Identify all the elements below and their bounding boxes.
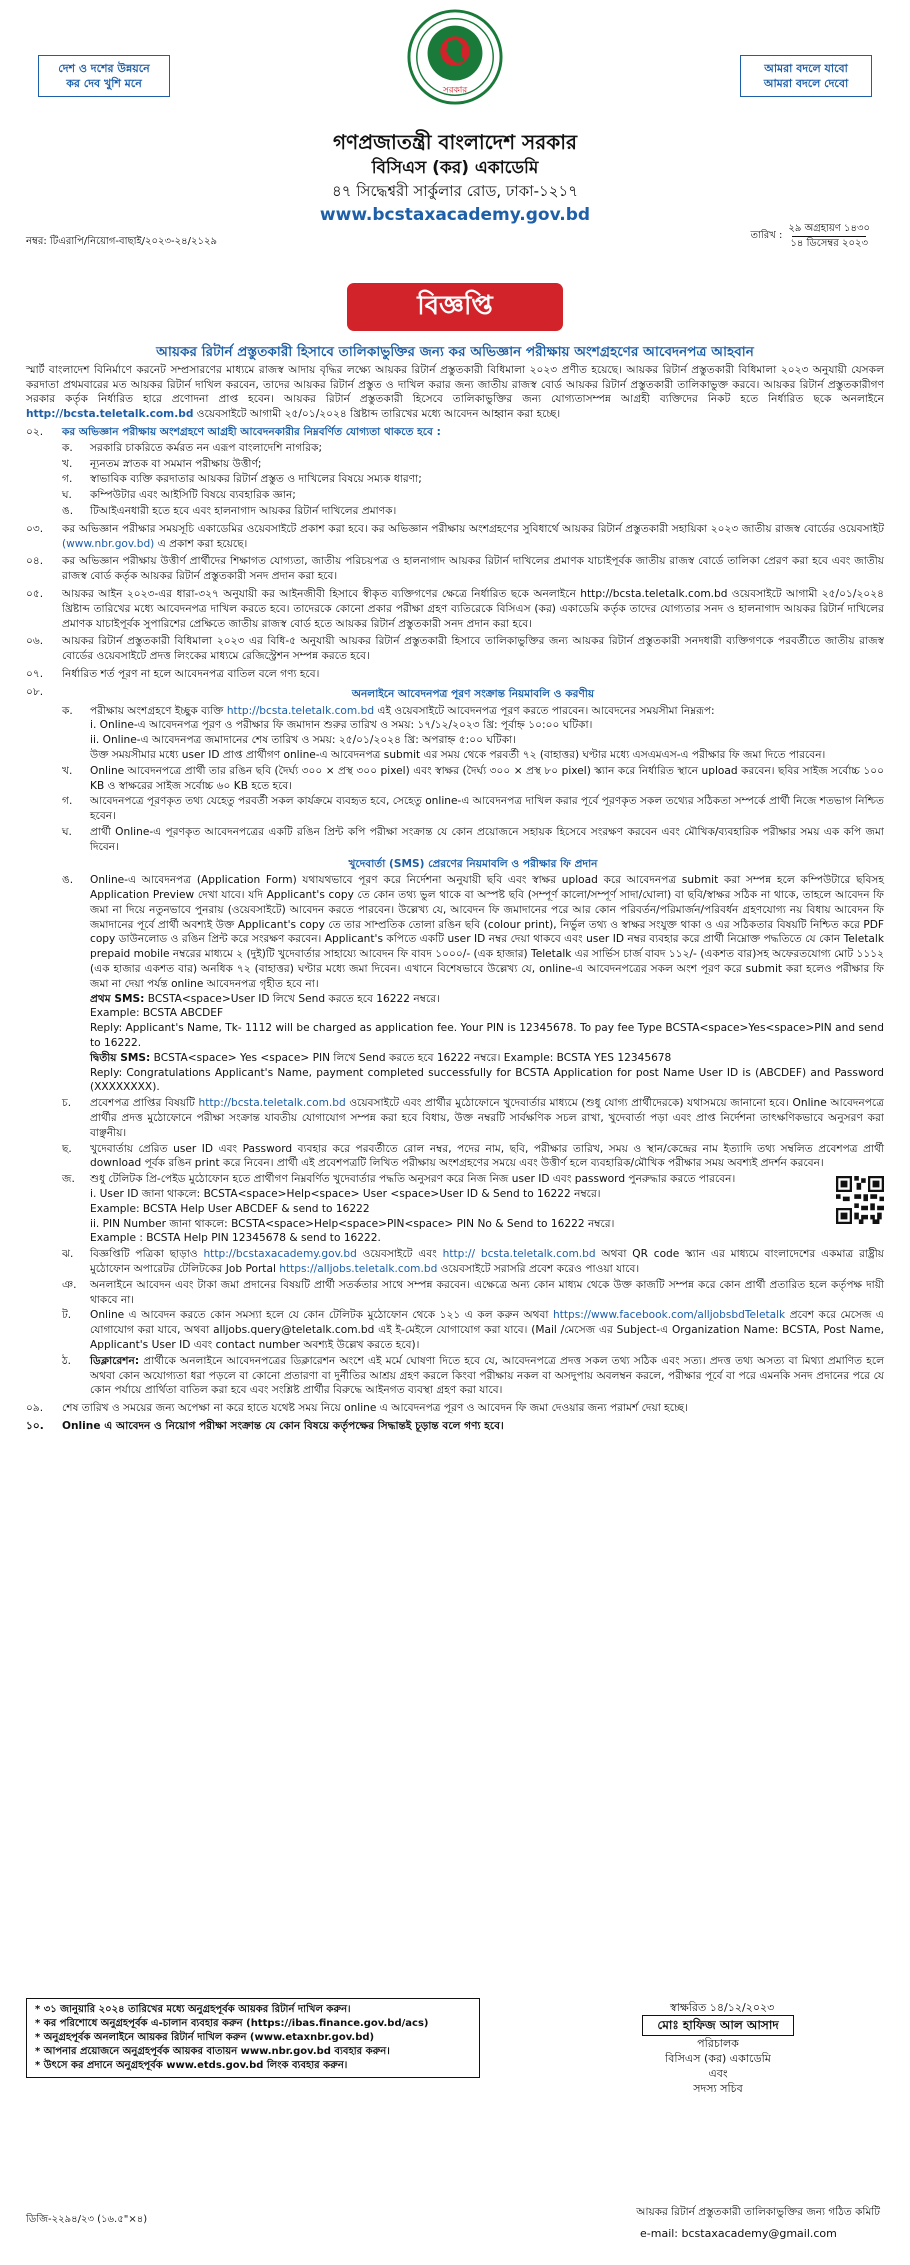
teletalk-link-3[interactable]: http:// bcsta.teletalk.com.bd bbox=[442, 1248, 596, 1261]
section-2: ০২. কর অভিজ্ঞান পরীক্ষায় অংশগ্রহণে আগ্রহী আবেদনকারীর নিম্নবর্ণিত যোগ্যতা থাকতে হবে : ক. সরকারি চাকরিতে কর্মরত নন এরূপ বাংলাদেশি নাগরিক; খ. ন্যূনতম স্নাতক বা সমমান পরীক্ষায় উত্তীর্ণ; গ. স্বাভাবিক ব্যক্তি করদাতার আয়কর রিটার্ন প্রস্তুত ও দাখিলের বিষয়ে সম্যক ধারণা; ঘ. কম্পিউটার এবং আইসিটি বিষয়ে ব্যবহারিক জ্ঞান; ঙ. টিআইএনধারী হতে হবে এবং হালনাগাদ আয়কর রিটার্ন দাখিলের প্রমাণক। bbox=[26, 425, 441, 517]
item-gha: ঘ. প্রার্থী Online-এ পূরণকৃত আবেদনপত্রের একটি রঙিন প্রিন্ট কপি পরীক্ষা সংক্রান্ত যে কোন প্রয়োজনে সহায়ক হিসেবে সংরক্ষণ করবেন এবং মৌখিক/ব্যবহারিক পরীক্ষার সময় এক কপি জমা দিবেন। bbox=[62, 825, 884, 853]
item-ka: ক. পরীক্ষায় অংশগ্রহণে ইচ্ছুক ব্যক্তি http://bcsta.teletalk.com.bd এই ওয়েবসাইটে আবেদনপত্র পূরণ করতে পারবেন। আবেদনের সময়সীমা নিম্নরূপ: i. Online-এ আবেদনপত্র পূরণ ও পরীক্ষার ফি জমাদান শুরুর তারিখ ও সময়: ১৭/১২/২০২৩ খ্রি: পূর্বাহ্ন ১০:০০ ঘটিকা। ii. Online-এ আবেদনপত্র জমাদানের শেষ তারিখ ও সময়: ২৫/০১/২০২৪ খ্রি: অপরাহ্ন ৫:০০ ঘটিকা। উক্ত সময়সীমার মধ্যে user ID প্রাপ্ত প্রার্থীগণ online-এ আবেদনপত্র submit এর সময় থেকে পরবর্তী ৭২ (বাহাত্তর) ঘণ্টার মধ্যে এসএমএস-এ পরীক্ষার ফি জমা দিতে পারবেন। bbox=[62, 704, 826, 761]
nbr-link[interactable]: (www.nbr.gov.bd) bbox=[62, 537, 155, 550]
signature-block bbox=[578, 2000, 858, 2096]
slogan-left: দেশ ও দশের উন্নয়নে কর দেব খুশি মনে bbox=[38, 55, 170, 97]
academy-address: ৪৭ সিদ্ধেশ্বরী সার্কুলার রোড, ঢাকা-১২১৭ bbox=[332, 182, 578, 200]
section-8: ০৮. অনলাইনে আবেদনপত্র পূরণ সংক্রান্ত নিয়মাবলি ও করণীয় ক. পরীক্ষায় অংশগ্রহণে ইচ্ছুক ব্যক্তি http://bcsta.teletalk.com.bd এই ওয়েবসাইটে আবেদনপত্র পূরণ করতে পারবেন। আবেদনের সময়সীমা নিম্নরূপ: i. Online-এ আবেদনপত্র পূরণ ও পরীক্ষার ফি জমাদান শুরুর তারিখ ও সময়: ১৭/১২/২০২৩ খ্রি: পূর্বাহ্ন ১০:০০ ঘটিকা। ii. Online-এ আবেদনপত্র জমাদানের শেষ তারিখ ও সময়: ২৫/০১/২০২৪ খ্রি: অপরাহ্ন ৫:০০ ঘটিকা। উক্ত সময়সীমার মধ্যে user ID প্রাপ্ত প্রার্থীগণ online-এ আবেদনপত্র submit এর সময় থেকে পরবর্তী ৭২ (বাহাত্তর) ঘণ্টার মধ্যে এসএমএস-এ পরীক্ষার ফি জমা দিতে পারবেন। খ. Online আবেদনপত্রে প্রার্থী তার রঙিন ছবি (দৈর্ঘ্য ৩০০ × প্রস্থ ৩০০ pixel) এবং স্বাক্ষর (দৈর্ঘ্য ৩০০ × প্রস্থ ৮০ pixel) স্ক্যান করে নির্ধারিত স্থানে upload করবেন। ছবির সাইজ সর্বোচ্চ ১০০ KB ও স্বাক্ষরের সাইজ সর্বোচ্চ ৬০ KB হতে হবে। গ. আবেদনপত্রে পূরণকৃত তথ্য যেহেতু পরবর্তী সকল কার্যক্রমে ব্যবহৃত হবে, সেহেতু online-এ আবেদনপত্র দাখিল করার পূর্বে পূরণকৃত সকল তথ্যের সঠিকতা সম্পর্কে প্রার্থী নিজে শতভাগ নিশ্চিত হবেন। ঘ. প্রার্থী Online-এ পূরণকৃত আবেদনপত্রের একটি রঙিন প্রিন্ট কপি পরীক্ষা সংক্রান্ত যে কোন প্রয়োজনে সহায়ক হিসেবে সংরক্ষণ করবেন এবং মৌখিক/ব্যবহারিক পরীক্ষার সময় এক কপি জমা দিবেন। খুদেবার্তা (SMS) প্রেরণের নিয়মাবলি ও পরীক্ষার ফি প্রদান ঙ. Online-এ আবেদনপত্র (Application Form) যথাযথভাবে পূরণ করে নির্দেশনা অনুযায়ী ছবি এবং স্বাক্ষর upload করে আবেদনপত্র submit করা সম্পন্ন হলে কম্পিউটারে ছবিসহ Application Preview দেখা যাবে। যদি Applicant's copy তে কোন তথ্য ভুল থাকে বা অস্পষ্ট ছবি (সম্পূর্ণ কালো/সম্পূর্ণ সাদা/ঘোলা) বা ছবি/স্বাক্ষর সঠিক না থাকে, তাহলে আবেদন ফি জমা না দিয়ে নতুনভাবে পুনরায় (ওয়েবসাইটে) আবেদন করতে পারবেন। উল্লেখ্য যে, আবেদন ফি জমাদানের পরে আর কোন পরিবর্তন/পরিমার্জন/পরিবর্ধন গ্রহণযোগ্য নয় বিধায় আবেদন ফি জমাদানের পূর্বে প্রার্থী অবশ্যই উক্ত Applicant's copy তে তার সাম্প্রতিক তোলা রঙিন ছবি (colour print), নির্ভুল তথ্য ও স্বাক্ষর সংযুক্ত থাকা ও এর সঠিকতার বিষয়টি নিশ্চিত করে PDF copy ডাউনলোড ও রঙিন প্রিন্ট করে সংরক্ষণ করবেন। Applicant's কপিতে একটি user ID নম্বর দেয়া থাকবে এবং user ID নম্বর ব্যবহার করে প্রার্থী নিম্নোক্ত পদ্ধতিতে যে কোন Teletalk prepaid mobile নম্বরের মাধ্যমে ২ (দুই)টি খুদেবার্তার সাহায্যে আবেদন ফি বাবদ ১০০০/- (এক হাজার) Teletalk এর সার্ভিস চার্জ বাবদ ১১২/- (একশত বার)সহ অফেরতযোগ্য মোট ১১১২ (এক হাজার একশত বার) অনধিক ৭২ (বাহাত্তর) ঘণ্টার মধ্যে জমা দিবেন। এখানে বিশেষভাবে উল্লেখ্য যে, online-এ আবেদনপত্রের সকল অংশ পূরণ করে submit করা হলেও পরীক্ষার ফি জমা না দেয়া পর্যন্ত online আবেদনপত্র গৃহীত হবে না। প্রথম SMS: BCSTA<space>User ID লিখে Send করতে হবে 16222 নম্বরে। Example: BCSTA ABCDEF Reply: Applicant's Name, Tk- 1112 will be charged as application fee. Your PIN is 12345678. To pay fee Type BCSTA<space>Yes<space>PIN and send to 16222. দ্বিতীয় SMS: BCSTA<space> Yes <space> PIN লিখে Send করতে হবে 16222 নম্বরে। Example: BCSTA YES 12345678 Reply: Congratulations Applicant's Name, payment completed successfully for BCSTA Application for post Name User ID is (ABCDEF) and Password (XXXXXXXX). চ. প্রবেশপত্র প্রাপ্তির বিষয়টি http://bcsta.teletalk.com.bd ওয়েবসাইটে এবং প্রার্থীর মুঠোফোনে খুদেবার্তার মাধ্যমে (শুধু যোগ্য প্রার্থীদেরকে) যথাসময়ে জানানো হবে। Online আবেদনপত্রে প্রার্থীর প্রদত্ত মুঠোফোনে পরীক্ষা সংক্রান্ত যাবতীয় যোগাযোগ সম্পন্ন করা হবে বিধায়, উক্ত নম্বরটি সার্বক্ষণিক সচল রাখা, খুদেবার্তা পড়া এবং প্রাপ্ত নির্দেশনা তাৎক্ষণিকভাবে অনুসরণ করা বাঞ্ছনীয়। ছ. খুদেবার্তায় প্রেরিত user ID এবং Password ব্যবহার করে পরবর্তীতে রোল নম্বর, পদের নাম, ছবি, পরীক্ষার তারিখ, সময় ও স্থান/কেন্দ্রের নাম ইত্যাদি তথ্য সম্বলিত প্রবেশপত্র প্রার্থী download পূর্বক রঙিন print করে নিবেন। প্রার্থী এই প্রবেশপত্রটি লিখিত পরীক্ষায় অংশগ্রহণের সময়ে এবং উত্তীর্ণ হলে ব্যবহারিক/মৌখিক পরীক্ষার সময় অবশ্যই প্রদর্শন করবেন। জ. শুধু টেলিটক প্রি-পেইড মুঠোফোন হতে প্রার্থীগণ নিম্নবর্ণিত খুদেবার্তার পদ্ধতি অনুসরণ করে নিজ নিজ user ID এবং password পুনরুদ্ধার করতে পারবেন। i. User ID জানা থাকলে: BCSTA<space>Help<space> User <space>User ID & Send to 16222 নম্বরে। Example: BCSTA Help User ABCDEF & send to 16222 ii. PIN Number জানা থাকলে: BCSTA<space>Help<space>PIN<space> PIN No & Send to 16222 নম্বরে। Example : BCSTA Help PIN 12345678 & send to 16222. ঝ. বিজ্ঞপ্তিটি পত্রিকা ছাড়াও http://bcstaxacademy.gov.bd ওয়েবসাইটে এবং http:// bcsta.teletalk.com.bd অথবা QR code স্ক্যান এর মাধ্যমে বাংলাদেশের একমাত্র রাষ্ট্রীয় মুঠোফোন অপারেটর টেলিটকের Job Portal https://alljobs.teletalk.com.bd ওয়েবসাইটে সরাসরি প্রবেশ করেও পাওয়া যাবে। ঞ. অনলাইনে আবেদন এবং টাকা জমা প্রদানের বিষয়টি প্রার্থী সতর্কতার সাথে সম্পন্ন করবেন। এক্ষেত্রে অন্য কোন মাধ্যম থেকে উক্ত কাজটি সম্পন্ন করে কোন প্রার্থী প্রতারিত হলে কর্তৃপক্ষ দায়ী থাকবে না। ট. Online এ আবেদন করতে কোন সমস্যা হলে যে কোন টেলিটক মুঠোফোন থেকে ১২১ এ কল করুন অথবা https://www.facebook.com/alljobsbdTeletalk প্রবেশ করে মেসেজ এ যোগাযোগ করা যাবে, অথবা alljobs.query@teletalk.com.bd এই ই-মেইলে যোগাযোগ করা যাবে। (Mail /মেসেজ এর Subject-এ Organization Name: BCSTA, Post Name, Applicant's User ID এবং contact number অবশ্যই উল্লেখ করতে হবে)। ঠ. ডিক্লারেশন: প্রার্থীকে অনলাইনে আবেদনপত্রের ডিক্লারেশন অংশে এই মর্মে ঘোষণা দিতে হবে যে, আবেদনপত্রে প্রদত্ত সকল তথ্য সঠিক এবং সত্য। প্রদত্ত তথ্য অসত্য বা মিথ্যা প্রমাণিত হলে অথবা কোন অযোগ্যতা ধরা পড়লে বা কোনো প্রতারণা বা দুর্নীতির আশ্রয় গ্রহণ করলে কিংবা পরীক্ষায় নকল বা অসদুপায় অবলম্বন করলে, পরীক্ষার পূর্বে বা পরে এমনকি সনদ প্রদানের পরে যে কোন পর্যায়ে প্রার্থিতা বাতিল করা হবে এবং সংশ্লিষ্ট প্রার্থীর বিরুদ্ধে আইনগত ব্যবস্থা গ্রহণ করা যাবে। bbox=[26, 685, 885, 1397]
item-jha: ঝ. বিজ্ঞপ্তিটি পত্রিকা ছাড়াও http://bcstaxacademy.gov.bd ওয়েবসাইটে এবং http:// bcsta.teletalk.com.bd অথবা QR code স্ক্যান এর মাধ্যমে বাংলাদেশের একমাত্র রাষ্ট্রীয় মুঠোফোন অপারেটর টেলিটকের Job Portal https://alljobs.teletalk.com.bd ওয়েবসাইটে সরাসরি প্রবেশ করেও পাওয়া যাবে। bbox=[62, 1248, 885, 1276]
item-nyo: ঞ. অনলাইনে আবেদন এবং টাকা জমা প্রদানের বিষয়টি প্রার্থী সতর্কতার সাথে সম্পন্ন করবেন। এক্ষেত্রে অন্য কোন মাধ্যম থেকে উক্ত কাজটি সম্পন্ন করে কোন প্রার্থী প্রতারিত হলে কর্তৃপক্ষ দায়ী থাকবে না। bbox=[62, 1278, 884, 1306]
note-item: * আপনার প্রয়োজনে অনুগ্রহপূর্বক আয়কর বাতায়ন www.nbr.gov.bd ব্যবহার করুন। bbox=[35, 2046, 390, 2057]
item-ta: ট. Online এ আবেদন করতে কোন সমস্যা হলে যে কোন টেলিটক মুঠোফোন থেকে ১২১ এ কল করুন অথবা https://www.facebook.com/alljobsbdTeletalk প্রবেশ করে মেসেজ এ যোগাযোগ করা যাবে, অথবা alljobs.query@teletalk.com.bd এই ই-মেইলে যোগাযোগ করা যাবে। (Mail /মেসেজ এর Subject-এ Organization Name: BCSTA, Post Name, Applicant's User ID এবং contact number অবশ্যই উল্লেখ করতে হবে)। bbox=[62, 1309, 884, 1351]
section-6: ০৬. আয়কর রিটার্ন প্রস্তুতকারী বিধিমালা ২০২৩ এর বিধি-৫ অনুযায়ী আয়কর রিটার্ন প্রস্তুতকারী হিসাবে তালিকাভুক্তির জন্য আয়কর রিটার্ন প্রস্তুতকারী সনদধারী ব্যক্তিগণকে পরবর্তীতে জাতীয় রাজস্ব বোর্ডের ওয়েবসাইটে প্রদত্ত লিংকের মাধ্যমে রেজিস্ট্রেশন সম্পন্ন করতে হবে। bbox=[26, 635, 884, 663]
academy-website-link[interactable]: www.bcstaxacademy.gov.bd bbox=[319, 205, 591, 225]
signatory-org: বিসিএস (কর) একাডেমি bbox=[665, 2052, 771, 2065]
contact-email[interactable]: e-mail: bcstaxacademy@gmail.com bbox=[640, 2227, 837, 2240]
section-7: ০৭. নির্ধারিত শর্ত পূরণ না হলে আবেদনপত্র বাতিল বলে গণ্য হবে। bbox=[26, 667, 320, 680]
government-seal-icon bbox=[406, 8, 504, 106]
item-chha: ছ. খুদেবার্তায় প্রেরিত user ID এবং Password ব্যবহার করে পরবর্তীতে রোল নম্বর, পদের নাম, ছবি, পরীক্ষার তারিখ, সময় ও স্থান/কেন্দ্রের নাম ইত্যাদি তথ্য সম্বলিত প্রবেশপত্র প্রার্থী download পূর্বক রঙিন print করে নিবেন। প্রার্থী এই প্রবেশপত্রটি লিখিত পরীক্ষায় অংশগ্রহণের সময়ে এবং উত্তীর্ণ হলে ব্যবহারিক/মৌখিক পরীক্ষার সময় অবশ্যই প্রদর্শন করবেন। bbox=[62, 1142, 884, 1170]
academy-name: বিসিএস (কর) একাডেমি bbox=[371, 158, 539, 178]
note-item: * কর পরিশোধে অনুগ্রহপূর্বক এ-চালান ব্যবহার করুন (https://ibas.finance.gov.bd/acs) bbox=[35, 2018, 429, 2029]
online-application-heading: অনলাইনে আবেদনপত্র পূরণ সংক্রান্ত নিয়মাবলি ও করণীয় bbox=[351, 687, 595, 700]
note-item: * উৎসে কর প্রদানে অনুগ্রহপূর্বক www.etds.gov.bd লিংক ব্যবহার করুন। bbox=[35, 2060, 348, 2071]
notice-body bbox=[26, 345, 884, 1434]
note-item: * অনুগ্রহপূর্বক অনলাইনে আয়কর রিটার্ন দাখিল করুন (www.etaxnbr.gov.bd) bbox=[35, 2032, 375, 2043]
memo-number: নম্বর: টিএরাপি/নিয়োগ-বাছাই/২০২৩-২৪/২১২৯ bbox=[26, 236, 217, 247]
item-cha: চ. প্রবেশপত্র প্রাপ্তির বিষয়টি http://bcsta.teletalk.com.bd ওয়েবসাইটে এবং প্রার্থীর মুঠোফোনে খুদেবার্তার মাধ্যমে (শুধু যোগ্য প্রার্থীদেরকে) যথাসময়ে জানানো হবে। Online আবেদনপত্রে প্রার্থীর প্রদত্ত মুঠোফোনে পরীক্ষা সংক্রান্ত যাবতীয় যোগাযোগ সম্পন্ন করা হবে বিধায়, উক্ত নম্বরটি সার্বক্ষণিক সচল রাখা, খুদেবার্তা পড়া এবং প্রাপ্ত নির্দেশনা তাৎক্ষণিকভাবে অনুসরণ করা বাঞ্ছনীয়। bbox=[62, 1097, 884, 1139]
notice-title: আয়কর রিটার্ন প্রস্তুতকারী হিসাবে তালিকাভুক্তির জন্য কর অভিজ্ঞান পরীক্ষায় অংশগ্রহণের আবেদনপত্র আহবান bbox=[156, 344, 754, 360]
sms-heading: খুদেবার্তা (SMS) প্রেরণের নিয়মাবলি ও পরীক্ষার ফি প্রদান bbox=[348, 857, 598, 870]
teletalk-link-2[interactable]: http://bcsta.teletalk.com.bd bbox=[198, 1097, 346, 1110]
intro-paragraph: স্মার্ট বাংলাদেশ বিনির্মাণে করনেট সম্প্রসারণের মাধ্যমে রাজস্ব আদায় বৃদ্ধির লক্ষ্যে আয়কর রিটার্ন প্রস্তুতকারী বিধিমালা ২০২৩ প্রণীত হয়েছে। আয়কর রিটার্ন প্রস্তুতকারী বিধিমালা ২০২৩ অনুযায়ী যেসকল করদাতা প্রথমবারের মত আয়কর রিটার্ন দাখিল করবেন, তাদের আয়কর রিটার্ন প্রস্তুত ও দাখিল করার জন্য জাতীয় রাজস্ব বোর্ড আয়কর রিটার্ন প্রস্তুতকারী তালিকাভুক্ত করবে। আয়কর রিটার্ন প্রস্তুতকারীগণ সরকার কর্তৃক নির্ধারিত হারে প্রণোদনা প্রাপ্ত হবেন। আয়কর রিটার্ন প্রস্তুতকারী হিসেবে তালিকাভুক্তির জন্য যোগ্যতাসম্পন্ন আগ্রহী ব্যক্তিদের নিকট হতে নির্ধারিত ছকে অনলাইনে http://bcsta.teletalk.com.bd ওয়েবসাইটে আগামী ২৫/০১/২০২৪ খ্রিষ্টাব্দ তারিখের মধ্যে আবেদন আহ্বান করা হচ্ছে। bbox=[26, 363, 884, 421]
date-bangla: ২৯ অগ্রহায়ণ ১৪৩০ bbox=[788, 223, 870, 234]
notice-banner: বিজ্ঞপ্তি bbox=[347, 283, 563, 331]
slogan-right: আমরা বদলে যাবো আমরা বদলে দেবো bbox=[740, 55, 872, 97]
section-10: ১০. Online এ আবেদন ও নিয়োগ পরীক্ষা সংক্রান্ত যে কোন বিষয়ে কর্তৃপক্ষের সিদ্ধান্তই চূড়ান্ত বলে গণ্য হবে। bbox=[26, 1419, 504, 1432]
teletalk-link[interactable]: http://bcsta.teletalk.com.bd bbox=[226, 704, 375, 717]
qr-code-icon[interactable] bbox=[836, 1176, 884, 1224]
section-3: ০৩. কর অভিজ্ঞান পরীক্ষার সময়সূচি একাডেমির ওয়েবসাইটে প্রকাশ করা হবে। কর অভিজ্ঞান পরীক্ষায় অংশগ্রহণের সুবিধার্থে আয়কর রিটার্ন প্রস্তুতকারী সহায়িকা ২০২৩ জাতীয় রাজস্ব বোর্ডের ওয়েবসাইট (www.nbr.gov.bd) এ প্রকাশ করা হয়েছে। bbox=[26, 522, 884, 550]
item-tha: ঠ. ডিক্লারেশন: প্রার্থীকে অনলাইনে আবেদনপত্রের ডিক্লারেশন অংশে এই মর্মে ঘোষণা দিতে হবে যে, আবেদনপত্রে প্রদত্ত সকল তথ্য সঠিক এবং সত্য। প্রদত্ত তথ্য অসত্য বা মিথ্যা প্রমাণিত হলে অথবা কোন অযোগ্যতা ধরা পড়লে বা কোনো প্রতারণা বা দুর্নীতির আশ্রয় গ্রহণ করলে কিংবা পরীক্ষায় নকল বা অসদুপায় অবলম্বন করলে, পরীক্ষার পূর্বে বা পরে এমনকি সনদ প্রদানের পরে যে কোন পর্যায়ে প্রার্থিতা বাতিল করা হবে এবং সংশ্লিষ্ট প্রার্থীর বিরুদ্ধে আইনগত ব্যবস্থা গ্রহণ করা যাবে। bbox=[62, 1354, 885, 1397]
item-kha: খ. Online আবেদনপত্রে প্রার্থী তার রঙিন ছবি (দৈর্ঘ্য ৩০০ × প্রস্থ ৩০০ pixel) এবং স্বাক্ষর (দৈর্ঘ্য ৩০০ × প্রস্থ ৮০ pixel) স্ক্যান করে নির্ধারিত স্থানে upload করবেন। ছবির সাইজ সর্বোচ্চ ১০০ KB ও স্বাক্ষরের সাইজ সর্বোচ্চ ৬০ KB হতে হবে। bbox=[62, 764, 884, 792]
signatory-designation: পরিচালক bbox=[697, 2037, 739, 2050]
seal-text: সরকার bbox=[442, 85, 468, 96]
signatory-and: এবং bbox=[708, 2067, 728, 2080]
header bbox=[0, 128, 910, 228]
facebook-link[interactable]: https://www.facebook.com/alljobsbdTeletalk bbox=[553, 1309, 786, 1322]
date-english: ১৪ ডিসেম্বর ২০২৩ bbox=[790, 238, 868, 249]
apply-link[interactable]: http://bcsta.teletalk.com.bd bbox=[26, 408, 194, 421]
signatory-name: মোঃ হাফিজ আল আসাদ bbox=[642, 2015, 793, 2036]
date-block bbox=[751, 222, 870, 251]
section-5: ০৫. আয়কর আইন ২০২৩-এর ধারা-৩২৭ অনুযায়ী কর আইনজীবী হিসাবে স্বীকৃত ব্যক্তিগণের ক্ষেত্রে নির্ধারিত ছকে অনলাইনে http://bcsta.teletalk.com.bd ওয়েবসাইটে আগামী ২৫/০১/২০২৪ খ্রিষ্টাব্দ তারিখের মধ্যে আবেদনপত্র দাখিল করতে হবে। তাদেরকে কোনো প্রকার পরীক্ষা গ্রহণ ব্যতিরেকে বিসিএস (কর) একাডেমি কর্তৃক তাদের যোগ্যতার সনদ ও হালনাগাদ আয়কর রিটার্ন দাখিলের প্রমাণক যাচাইপূর্বক সুপারিশের প্রেক্ষিতে জাতীয় রাজস্ব বোর্ড হতে আয়কর রিটার্ন প্রস্তুতকারী সনদ প্রদান করা হবে। bbox=[26, 587, 884, 630]
tax-notes-box bbox=[26, 1998, 480, 2078]
section-4: ০৪. কর অভিজ্ঞান পরীক্ষায় উত্তীর্ণ প্রার্থীদের শিক্ষাগত যোগ্যতা, জাতীয় পরিচয়পত্র ও হালনাগাদ আয়কর রিটার্ন দাখিলের প্রমাণক যাচাইপূর্বক জাতীয় রাজস্ব বোর্ডে তালিকা প্রেরণ করা হবে এবং জাতীয় রাজস্ব বোর্ড কর্তৃক আয়কর রিটার্ন প্রস্তুতকারী সনদ প্রদান করা হবে। bbox=[26, 555, 884, 583]
item-ga: গ. আবেদনপত্রে পূরণকৃত তথ্য যেহেতু পরবর্তী সকল কার্যক্রমে ব্যবহৃত হবে, সেহেতু online-এ আবেদনপত্র দাখিল করার পূর্বে পূরণকৃত সকল তথ্যের সঠিকতা সম্পর্কে প্রার্থী নিজে শতভাগ নিশ্চিত হবেন। bbox=[62, 795, 884, 823]
committee-name: আয়কর রিটার্ন প্রস্তুতকারী তালিকাভুক্তির জন্য গঠিত কমিটি bbox=[636, 2206, 880, 2218]
date-label: তারিখ : bbox=[750, 230, 783, 241]
signatory-member: সদস্য সচিব bbox=[693, 2082, 743, 2095]
section-9: ০৯. শেষ তারিখ ও সময়ের জন্য অপেক্ষা না করে হাতে যথেষ্ট সময় নিয়ে online এ আবেদনপত্র পূরণ ও আবেদন ফি জমা দেওয়ার জন্য পরামর্শ দেয়া হচ্ছে। bbox=[26, 1402, 688, 1415]
item-ja: জ. শুধু টেলিটক প্রি-পেইড মুঠোফোন হতে প্রার্থীগণ নিম্নবর্ণিত খুদেবার্তার পদ্ধতি অনুসরণ করে নিজ নিজ user ID এবং password পুনরুদ্ধার করতে পারবেন। i. User ID জানা থাকলে: BCSTA<space>Help<space> User <space>User ID & Send to 16222 নম্বরে। Example: BCSTA Help User ABCDEF & send to 16222 ii. PIN Number জানা থাকলে: BCSTA<space>Help<space>PIN<space> PIN No & Send to 16222 নম্বরে। Example : BCSTA Help PIN 12345678 & send to 16222. bbox=[62, 1172, 884, 1246]
academy-link[interactable]: http://bcstaxacademy.gov.bd bbox=[203, 1248, 357, 1261]
signed-date: স্বাক্ষরিত ১৪/১২/২০২৩ bbox=[670, 2001, 775, 2014]
government-name: গণপ্রজাতন্ত্রী বাংলাদেশ সরকার bbox=[333, 130, 577, 154]
item-nga: ঙ. Online-এ আবেদনপত্র (Application Form) যথাযথভাবে পূরণ করে নির্দেশনা অনুযায়ী ছবি এবং স্বাক্ষর upload করে আবেদনপত্র submit করা সম্পন্ন হলে কম্পিউটারে ছবিসহ Application Preview দেখা যাবে। যদি Applicant's copy তে কোন তথ্য ভুল থাকে বা অস্পষ্ট ছবি (সম্পূর্ণ কালো/সম্পূর্ণ সাদা/ঘোলা) বা ছবি/স্বাক্ষর সঠিক না থাকে, তাহলে আবেদন ফি জমা না দিয়ে নতুনভাবে পুনরায় (ওয়েবসাইটে) আবেদন করতে পারবেন। উল্লেখ্য যে, আবেদন ফি জমাদানের পরে আর কোন পরিবর্তন/পরিমার্জন/পরিবর্ধন গ্রহণযোগ্য নয় বিধায় আবেদন ফি জমাদানের পূর্বে প্রার্থী অবশ্যই উক্ত Applicant's copy তে তার সাম্প্রতিক তোলা রঙিন ছবি (colour print), নির্ভুল তথ্য ও স্বাক্ষর সংযুক্ত থাকা ও এর সঠিকতার বিষয়টি নিশ্চিত করে PDF copy ডাউনলোড ও রঙিন প্রিন্ট করে সংরক্ষণ করবেন। Applicant's কপিতে একটি user ID নম্বর দেয়া থাকবে এবং user ID নম্বর ব্যবহার করে প্রার্থী নিম্নোক্ত পদ্ধতিতে যে কোন Teletalk prepaid mobile নম্বরের মাধ্যমে ২ (দুই)টি খুদেবার্তার সাহায্যে আবেদন ফি বাবদ ১০০০/- (এক হাজার) Teletalk এর সার্ভিস চার্জ বাবদ ১১২/- (একশত বার)সহ অফেরতযোগ্য মোট ১১১২ (এক হাজার একশত বার) অনধিক ৭২ (বাহাত্তর) ঘণ্টার মধ্যে জমা দিবেন। এখানে বিশেষভাবে উল্লেখ্য যে, online-এ আবেদনপত্রের সকল অংশ পূরণ করে submit করা হলেও পরীক্ষার ফি জমা না দেয়া পর্যন্ত online আবেদনপত্র গৃহীত হবে না। প্রথম SMS: BCSTA<space>User ID লিখে Send করতে হবে 16222 নম্বরে। Example: BCSTA ABCDEF Reply: Applicant's Name, Tk- 1112 will be charged as application fee. Your PIN is 12345678. To pay fee Type BCSTA<space>Yes<space>PIN and send to 16222. দ্বিতীয় SMS: BCSTA<space> Yes <space> PIN লিখে Send করতে হবে 16222 নম্বরে। Example: BCSTA YES 12345678 Reply: Congratulations Applicant's Name, payment completed successfully for BCSTA Application for post Name User ID is (ABCDEF) and Password (XXXXXXXX). bbox=[62, 874, 884, 1094]
alljobs-link[interactable]: https://alljobs.teletalk.com.bd bbox=[279, 1263, 438, 1276]
note-item: * ৩১ জানুয়ারি ২০২৪ তারিখের মধ্যে অনুগ্রহপূর্বক আয়কর রিটার্ন দাখিল করুন। bbox=[35, 2004, 351, 2015]
print-code: ডিজি-২২৯৪/২৩ (১৬.৫"×৪) bbox=[26, 2214, 148, 2225]
